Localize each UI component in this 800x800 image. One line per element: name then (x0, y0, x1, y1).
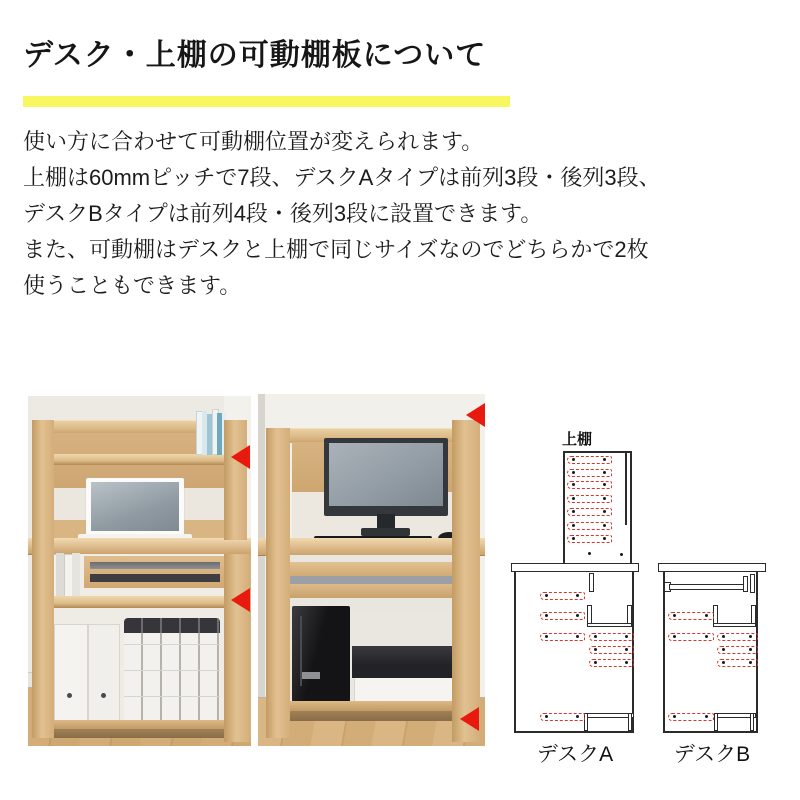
cd-spine (72, 553, 80, 598)
binder-tops (124, 618, 220, 633)
under-shelf-shadow (54, 729, 224, 738)
shelf-position-marker (567, 469, 612, 477)
paper-slot-unit (84, 556, 224, 588)
pin-hole (588, 552, 591, 555)
hutch-right-side-panel (224, 420, 247, 540)
binder-line (124, 670, 220, 671)
monitor-stand-base (361, 528, 410, 536)
binder-row (124, 618, 220, 722)
slot-rail (268, 562, 472, 576)
red-arrow-icon (231, 588, 250, 612)
upper-shelf-positions (565, 453, 630, 563)
desk-b-label: デスクB (673, 743, 751, 766)
file-box (88, 624, 120, 722)
shelf-position-marker (717, 659, 758, 667)
hutch-adjustable-shelf (48, 454, 228, 465)
desk-a-diagram (514, 572, 634, 733)
red-arrow-icon (460, 707, 479, 731)
description-line: また、可動棚はデスクと上棚で同じサイズなのでどちらかで2枚 (23, 237, 649, 262)
shelf-position-marker (567, 508, 612, 516)
photo-desk-with-monitor (258, 394, 485, 746)
shelf-position-marker (717, 646, 758, 654)
desk-left-side-panel (266, 428, 290, 738)
desk-b-back-positions (665, 572, 756, 731)
paper-slot (90, 562, 220, 569)
desk-b-top-board (658, 563, 766, 572)
bottom-shelf-board (270, 701, 472, 711)
shelf-position-marker (567, 495, 612, 503)
slot-gap (288, 576, 454, 584)
shelf-position-marker (567, 481, 612, 489)
desk-right-side-panel (224, 554, 251, 742)
description-line: 上棚は60mmピッチで7段、デスクAタイプは前列3段・後列3段、 (23, 165, 661, 190)
upper-shelf-diagram (563, 451, 632, 565)
pc-edge-highlight (300, 616, 302, 686)
bottom-shelf-board (48, 720, 226, 729)
red-arrow-icon (466, 403, 485, 427)
description-line: デスクBタイプは前列4段・後列3段に設置できます。 (23, 201, 543, 226)
shelf-position-marker (589, 659, 634, 667)
upper-shelf-label: 上棚 (562, 431, 593, 448)
pc-drive-slot (302, 672, 320, 679)
binder-line (124, 644, 220, 645)
desk-a-label: デスクA (536, 743, 614, 766)
laptop-display (91, 482, 179, 531)
pc-tower (292, 606, 350, 702)
paper-slot (90, 574, 220, 582)
desk-left-side-panel (32, 420, 54, 738)
desk-a-back-positions (516, 572, 632, 731)
desk-a-top-board (511, 563, 639, 572)
file-box-hole (101, 693, 106, 698)
monitor (324, 438, 448, 516)
red-arrow-icon (231, 445, 250, 469)
laptop-screen (86, 478, 184, 536)
photo-desk-with-laptop (28, 396, 251, 746)
slot-rail (268, 584, 472, 598)
description-line: 使うこともできます。 (23, 273, 242, 298)
shelf-position-marker (567, 522, 612, 530)
under-shelf-shadow (288, 711, 454, 721)
desk-top-board (258, 538, 485, 556)
desk-right-side-panel (452, 420, 480, 742)
yellow-highlight-bar (23, 96, 510, 107)
shelf-position-marker (589, 633, 634, 641)
shelf-position-marker (589, 646, 634, 654)
description-line: 使い方に合わせて可動棚位置が変えられます。 (23, 129, 484, 154)
page-title: デスク・上棚の可動棚板について (23, 39, 487, 72)
shelf-position-marker (717, 633, 758, 641)
desk-adjustable-shelf (48, 596, 226, 608)
cd-spine (56, 553, 64, 598)
box-lid (352, 646, 454, 678)
wall-corner (258, 394, 265, 746)
books (196, 410, 226, 455)
monitor-screen (329, 443, 443, 506)
desk-b-diagram (663, 572, 758, 733)
file-box (54, 624, 88, 722)
pin-hole (620, 553, 623, 556)
shelf-position-marker (567, 535, 612, 543)
description-text (23, 124, 661, 304)
shelf-position-marker (567, 456, 612, 464)
binder-line (124, 696, 220, 697)
file-box-hole (67, 693, 72, 698)
